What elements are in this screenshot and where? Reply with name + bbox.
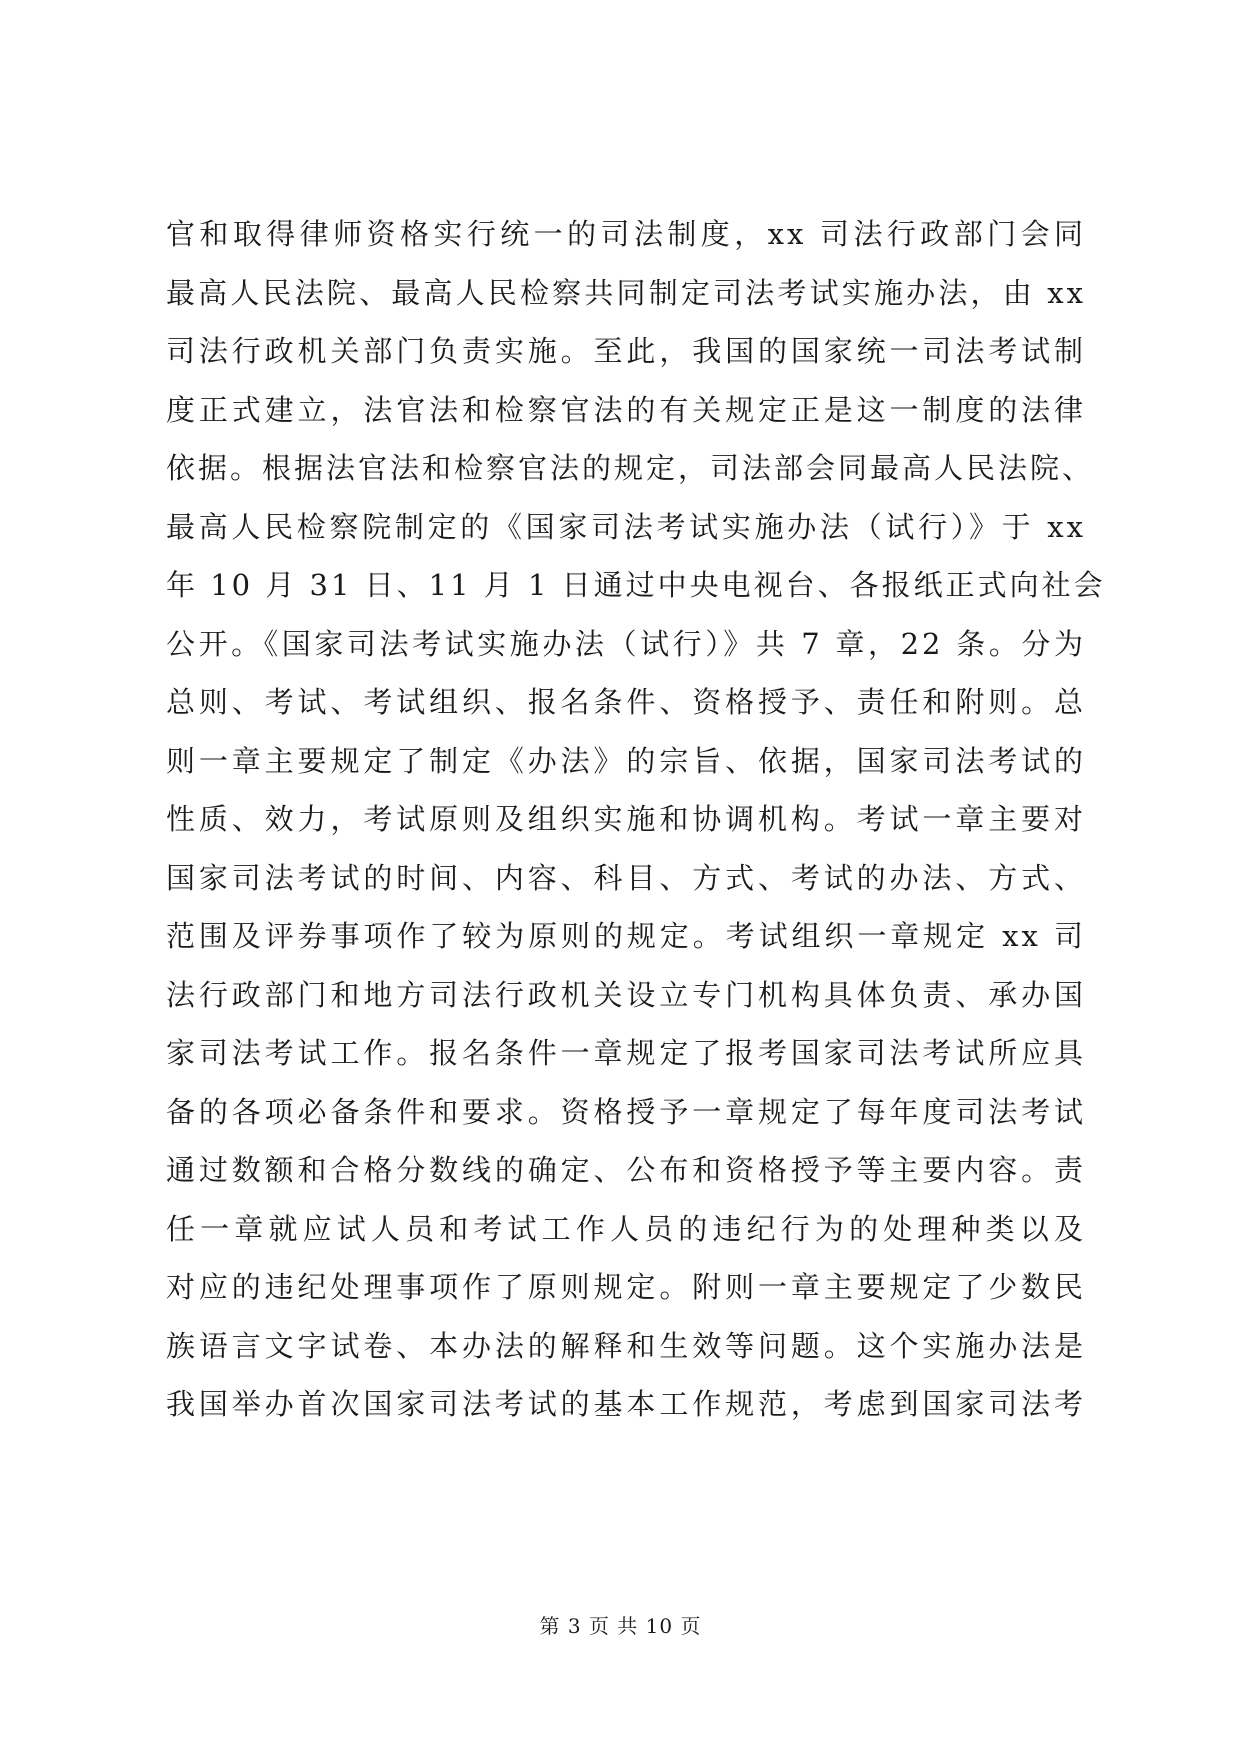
text-line: 公开。《国家司法考试实施办法（试行）》共 7 章，22 条。分为 <box>166 626 1086 661</box>
text-line: 最高人民检察院制定的《国家司法考试实施办法（试行）》于 xx <box>166 509 1086 544</box>
text-line: 则一章主要规定了制定《办法》的宗旨、依据，国家司法考试的 <box>166 743 1086 778</box>
text-line: 性质、效力，考试原则及组织实施和协调机构。考试一章主要对 <box>166 802 1086 836</box>
text-line: 最高人民法院、最高人民检察共同制定司法考试实施办法，由 xx <box>166 275 1086 310</box>
text-line: 族语言文字试卷、本办法的解释和生效等问题。这个实施办法是 <box>166 1328 1086 1363</box>
text-line: 依据。根据法官法和检察官法的规定，司法部会同最高人民法院、 <box>166 451 1095 485</box>
page-footer: 第 3 页 共 10 页 <box>539 1614 702 1638</box>
text-line: 司法行政机关部门负责实施。至此，我国的国家统一司法考试制 <box>166 334 1086 368</box>
text-line: 总则、考试、考试组织、报名条件、资格授予、责任和附则。总 <box>166 685 1086 719</box>
body-text <box>166 205 1106 1434</box>
text-line: 度正式建立，法官法和检察官法的有关规定正是这一制度的法律 <box>166 392 1086 427</box>
text-line: 通过数额和合格分数线的确定、公布和资格授予等主要内容。责 <box>166 1153 1086 1187</box>
text-line: 范围及评券事项作了较为原则的规定。考试组织一章规定 xx 司 <box>166 919 1086 953</box>
text-line: 备的各项必备条件和要求。资格授予一章规定了每年度司法考试 <box>166 1094 1086 1129</box>
text-line: 法行政部门和地方司法行政机关设立专门机构具体负责、承办国 <box>166 977 1086 1012</box>
text-line: 对应的违纪处理事项作了原则规定。附则一章主要规定了少数民 <box>166 1270 1086 1304</box>
text-line: 年 10 月 31 日、11 月 1 日通过中央电视台、各报纸正式向社会 <box>166 568 1106 602</box>
text-line: 我国举办首次国家司法考试的基本工作规范，考虑到国家司法考 <box>166 1387 1086 1421</box>
text-line: 家司法考试工作。报名条件一章规定了报考国家司法考试所应具 <box>166 1036 1086 1070</box>
text-line: 国家司法考试的时间、内容、科目、方式、考试的办法、方式、 <box>166 860 1086 895</box>
text-line: 任一章就应试人员和考试工作人员的违纪行为的处理种类以及 <box>166 1211 1086 1246</box>
text-line: 官和取得律师资格实行统一的司法制度，xx 司法行政部门会同 <box>166 217 1086 251</box>
